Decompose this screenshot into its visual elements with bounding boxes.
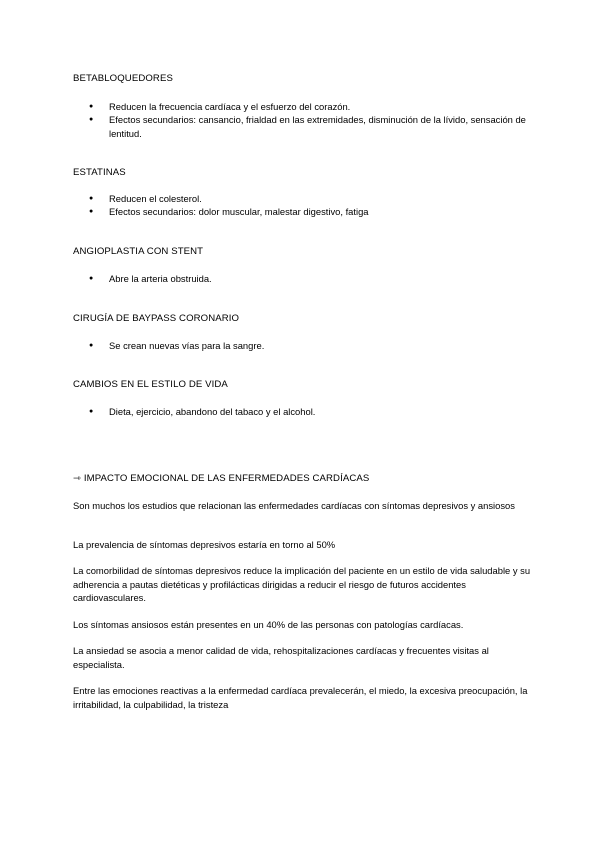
section-title: ⇾ IMPACTO EMOCIONAL DE LAS ENFERMEDADES CARDÍACAS: [73, 473, 370, 484]
section-angioplastia: [73, 245, 533, 285]
list-item: ● Se crean nuevas vías para la sangre.: [73, 339, 533, 353]
bullet-list: [73, 405, 533, 419]
section-title: ESTATINAS: [73, 167, 126, 178]
list-item: ● Abre la arteria obstruida.: [73, 272, 533, 286]
bullet-list: [73, 192, 533, 219]
list-item: ● Reducen la frecuencia cardíaca y el esfuerzo del corazón.: [73, 100, 533, 114]
list-item: ● Reducen el colesterol.: [73, 192, 533, 206]
paragraph: Entre las emociones reactivas a la enfermedad cardíaca prevalecerán, el miedo, la excesiva preocupación, la irritabilidad, la culpabilidad, la tristeza: [73, 685, 528, 710]
paragraph: Los síntomas ansiosos están presentes en un 40% de las personas con patologías cardíacas.: [73, 619, 464, 630]
paragraph: La comorbilidad de síntomas depresivos reduce la implicación del paciente en un estilo de vida saludable y su adherencia a pautas dietéticas y profilácticas dirigidas a reducir el riesgo de futuros accidentes cardiovasculares.: [73, 565, 531, 604]
list-item: ● Efectos secundarios: dolor muscular, malestar digestivo, fatiga: [73, 205, 533, 219]
section-estilo-de-vida: [73, 378, 533, 418]
section-impacto-emocional: [73, 472, 533, 486]
paragraph: La prevalencia de síntomas depresivos estaría en torno al 50%: [73, 539, 336, 550]
section-estatinas: [73, 166, 533, 219]
section-cirugia-baypass: [73, 312, 533, 352]
paragraph: La ansiedad se asocia a menor calidad de vida, rehospitalizaciones cardíacas y frecuentes visitas al especialista.: [73, 645, 489, 670]
list-item: ● Dieta, ejercicio, abandono del tabaco y el alcohol.: [73, 405, 533, 419]
section-betabloqueadores: [73, 72, 533, 140]
list-item: ● Efectos secundarios: cansancio, frialdad en las extremidades, disminución de la lívido, sensación de lentitud.: [73, 113, 533, 140]
bullet-list: [73, 272, 533, 286]
bullet-list: [73, 339, 533, 353]
section-title: ANGIOPLASTIA CON STENT: [73, 246, 204, 257]
bullet-list: [73, 100, 533, 141]
section-title: CIRUGÍA DE BAYPASS CORONARIO: [73, 313, 240, 324]
paragraph: Son muchos los estudios que relacionan las enfermedades cardíacas con síntomas depresivos y ansiosos: [73, 500, 515, 511]
section-title: BETABLOQUEDORES: [73, 73, 173, 84]
section-title: CAMBIOS EN EL ESTILO DE VIDA: [73, 379, 228, 390]
